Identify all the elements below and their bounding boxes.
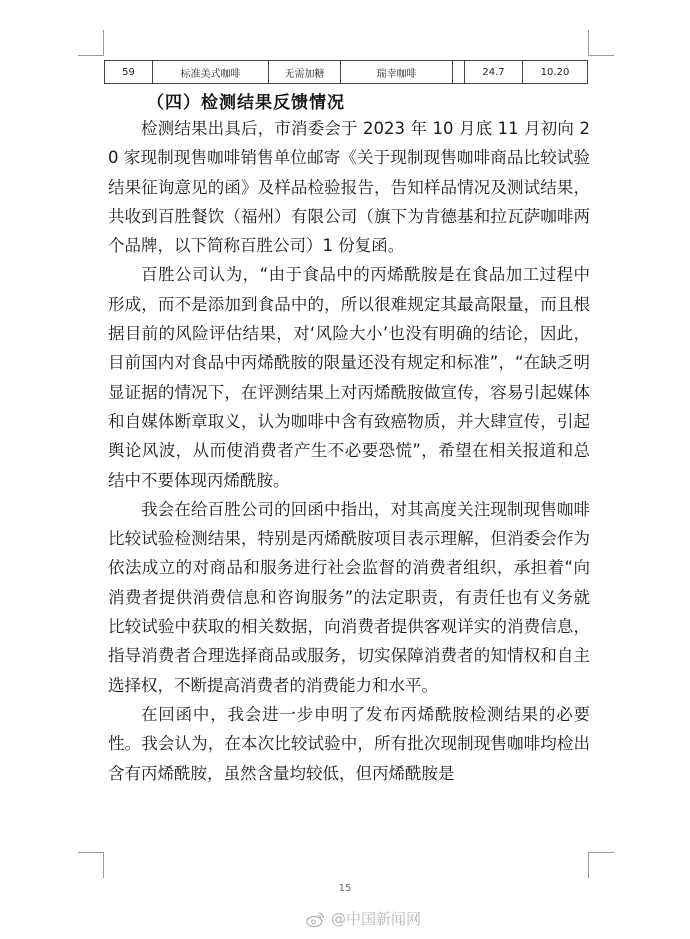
results-table-row [104, 60, 588, 84]
page-number: 15 [338, 883, 352, 894]
crop-mark-top-right-h [588, 55, 614, 56]
table-cell-sugar: 无需加糖 [269, 61, 341, 83]
table-cell-price: 24.7 [465, 61, 523, 83]
body-text [108, 114, 590, 788]
crop-mark-bottom-right-v [588, 852, 589, 878]
table-cell-product: 标准美式咖啡 [153, 61, 269, 83]
table-cell-empty [453, 61, 465, 83]
crop-mark-bottom-left-v [103, 852, 104, 878]
crop-mark-top-left-v [103, 30, 104, 56]
table-cell-value: 10.20 [540, 66, 570, 78]
crop-mark-top-right-v [588, 30, 589, 56]
table-cell-index: 59 [105, 61, 153, 83]
paragraph: 我会在给百胜公司的回函中指出，对其高度关注现制现售咖啡比较试验检测结果，特别是丙烯酰胺项目表示理解，但消委会作为依法成立的对商品和服务进行社会监督的消费者组织，承担着“向消费者提供消费信息和咨询服务”的法定职责，有责任也有义务就比较试验中获取的相关数据，向消费者提供客观详实的消费信息，指导消费者合理选择商品或服务，切实保障消费者的知情权和自主选择权，不断提高消费者的消费能力和水平。 [108, 499, 590, 695]
paragraph: 百胜公司认为，“由于食品中的丙烯酰胺是在食品加工过程中形成，而不是添加到食品中的，所以很难规定其最高限量，而且根据目前的风险评估结果，对‘风险大小’也没有明确的结论，因此，目前国内对食品中丙烯酰胺的限量还没有规定和标准”，“在缺乏明显证据的情况下，在评测结果上对丙烯酰胺做宣传，容易引起媒体和自媒体断章取义，认为咖啡中含有致癌物质，并大肆宣传，引起舆论风波，从而使消费者产生不必要恐慌”，希望在相关报道和总结中不要体现丙烯酰胺。 [108, 265, 590, 490]
weibo-icon [306, 910, 326, 928]
watermark [306, 908, 421, 929]
crop-mark-bottom-left-h [78, 852, 104, 853]
paragraph: 在回函中，我会进一步申明了发布丙烯酰胺检测结果的必要性。我会认为，在本次比较试验中，所有批次现制现售咖啡均检出含有丙烯酰胺，虽然含量均较低，但丙烯酰胺是 [108, 704, 590, 783]
table-cell-brand: 瑞幸咖啡 [341, 61, 453, 83]
watermark-text: @中国新闻网 [331, 910, 422, 928]
paragraph: 检测结果出具后，市消委会于 2023 年 10 月底 11 月初向 20 家现制现售咖啡销售单位邮寄《关于现制现售咖啡商品比较试验结果征询意见的函》及样品检验报告，告知样品情况及测试结果，共收到百胜餐饮（福州）有限公司（旗下为肯德基和拉瓦萨咖啡两个品牌，以下简称百胜公司）1 份复函。 [108, 119, 590, 256]
crop-mark-bottom-right-h [588, 852, 614, 853]
crop-mark-top-left-h [78, 55, 104, 56]
section-heading: （四）检测结果反馈情况 [147, 93, 345, 113]
